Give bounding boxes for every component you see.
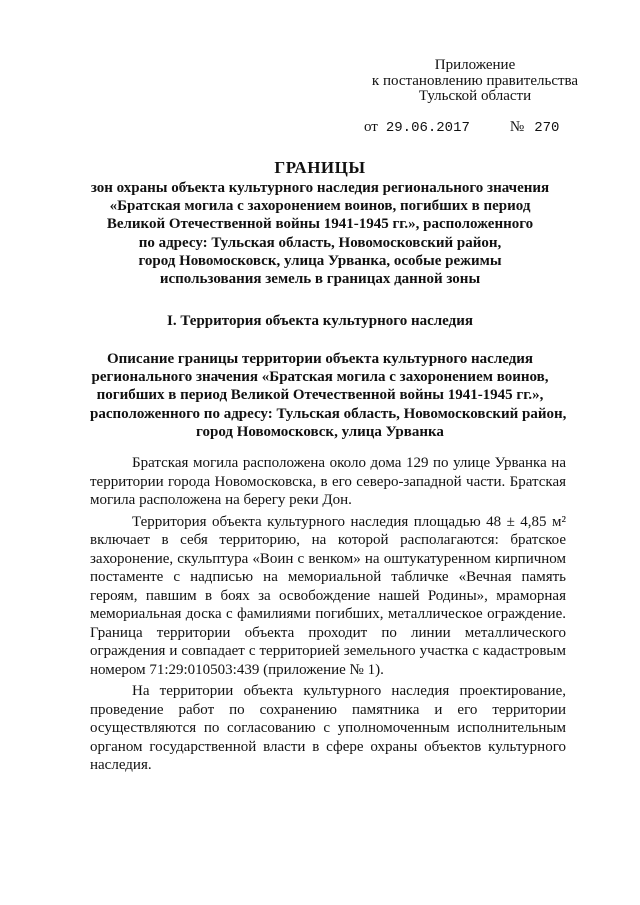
description-line: регионального значения «Братская могила с захоронением воинов,: [91, 369, 549, 386]
body-text: [90, 454, 566, 775]
description-line: погибших в период Великой Отечественной войны 1941-1945 гг.»,: [96, 387, 544, 404]
number-label: №: [509, 119, 525, 135]
appendix-line-1: Приложение: [434, 57, 516, 73]
resolution-date: 29.06.2017: [385, 120, 470, 136]
subtitle-line: город Новомосковск, улица Урванка, особые режимы: [138, 252, 502, 269]
date-label: от: [364, 119, 378, 135]
appendix-header: [350, 58, 600, 105]
appendix-line-3: Тульской области: [418, 88, 532, 104]
subtitle-line: зон охраны объекта культурного наследия регионального значения: [90, 180, 550, 196]
resolution-number: 270: [534, 120, 560, 136]
description-line: город Новомосковск, улица Урванка: [196, 423, 444, 440]
subtitle-line: Великой Отечественной войны 1941-1945 гг.», расположенного: [106, 216, 534, 233]
boundary-description-heading: [90, 350, 567, 441]
resolution-reference: [364, 119, 559, 136]
subtitle-line: «Братская могила с захоронением воинов, погибших в период: [109, 198, 531, 215]
subtitle-line: использования земель в границах данной зоны: [159, 271, 481, 288]
document-title: ГРАНИЦЫ: [274, 158, 366, 177]
document-subtitle: [90, 179, 550, 288]
description-line: Описание границы территории объекта культурного наследия: [106, 351, 534, 367]
paragraph-location: Братская могила расположена около дома 129 по улице Урванка на территории города Новомосковска, в его северо-западной части. Братская могила расположена на берегу реки Дон.: [90, 455, 566, 508]
subtitle-line: по адресу: Тульская область, Новомосковский район,: [138, 234, 502, 251]
paragraph-territory: Территория объекта культурного наследия площадью 48 ± 4,85 м² включает в себя территорию, на которой располагаются: братское захоронение, скульптура «Воин с венком» на оштукатуренном кирпичном постаменте с надписью на мемориальной табличке «Вечная память героям, павшим в боях за освобождение нашей Родины», мраморная мемориальная доска с фамилиями погибших, металлическое ограждение. Граница территории объекта проходит по линии металлического ограждения и совпадает с территорией земельного участка с кадастровым номером 71:29:010503:439 (приложение № 1).: [90, 513, 566, 678]
section-heading: I. Территория объекта культурного наследия: [167, 313, 473, 329]
appendix-line-2: к постановлению правительства: [371, 72, 579, 89]
paragraph-regulations: На территории объекта культурного наследия проектирование, проведение работ по сохранению памятника и его территории осуществляются по согласованию с уполномоченным исполнительным органом государственной власти в сфере охраны объектов культурного наследия.: [90, 683, 566, 773]
description-line: расположенного по адресу: Тульская область, Новомосковский район,: [90, 405, 567, 422]
